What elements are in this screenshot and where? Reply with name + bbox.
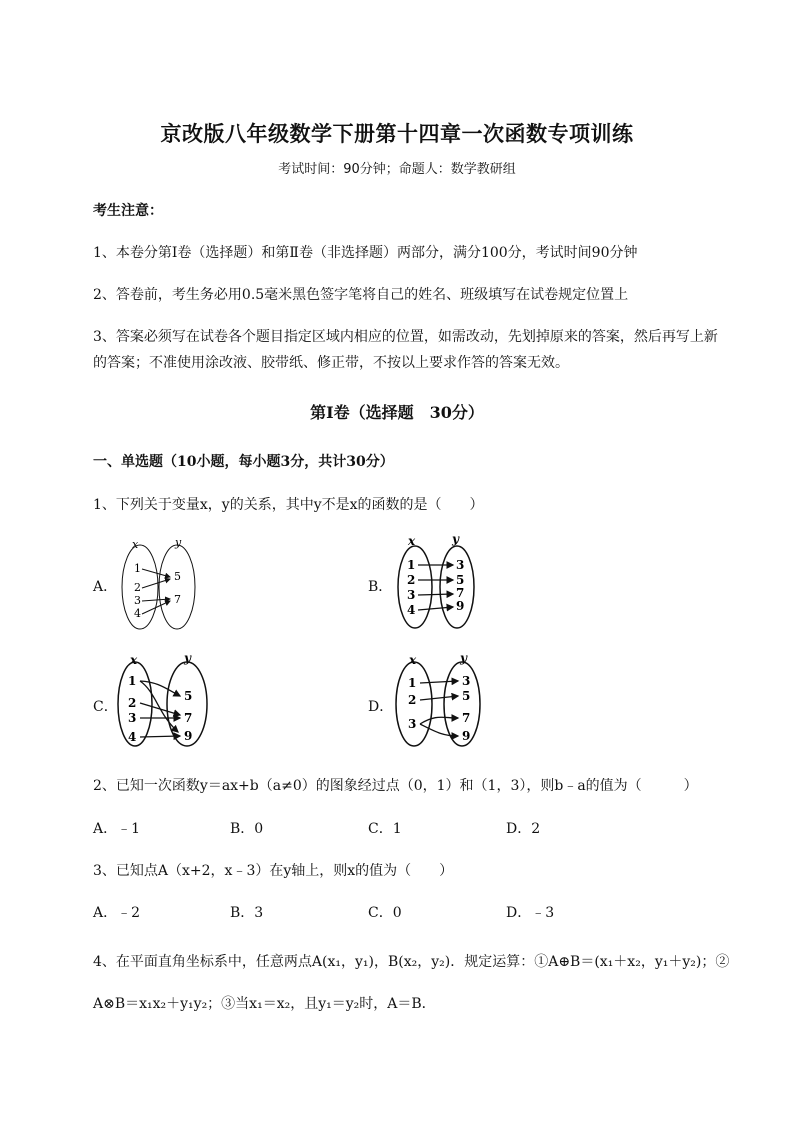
q1-d-y-9: 9 xyxy=(462,729,471,743)
q1-d-x-3: 3 xyxy=(408,717,417,731)
q3-option-d[interactable]: D．﹣3 xyxy=(506,905,555,921)
q1-b-y-5: 5 xyxy=(456,573,465,587)
q1-d-x-axis: x xyxy=(409,653,417,667)
q1-c-x-2: 2 xyxy=(128,696,137,710)
q2-option-b[interactable]: B．0 xyxy=(230,821,264,837)
q1-option-b-label: B． xyxy=(368,579,393,595)
q1-b-x-2: 2 xyxy=(407,573,416,587)
q1-a-x-4: 4 xyxy=(134,607,141,620)
q2-option-c[interactable]: C．1 xyxy=(368,821,402,837)
q1-option-d-label: D． xyxy=(368,699,394,715)
q1-a-x-3: 3 xyxy=(134,594,141,607)
q1-b-x-4: 4 xyxy=(407,603,416,617)
q1-a-x-1: 1 xyxy=(134,562,141,575)
q1-c-y-5: 5 xyxy=(184,689,193,703)
question-2-stem: 2、已知一次函数y＝ax+b（a≠0）的图象经过点（0，1）和（1，3），则b﹣a的值为（ ） xyxy=(93,778,698,794)
question-4-line-1: 4、在平面直角坐标系中，任意两点A(x₁，y₁)，B(x₂，y₂)．规定运算：①A⊕B＝(x₁＋x₂，y₁＋y₂)；② xyxy=(93,954,730,970)
question-1-stem: 1、下列关于变量x，y的关系，其中y不是x的函数的是（ ） xyxy=(93,497,484,513)
q1-b-x-1: 1 xyxy=(407,558,416,572)
q1-diagram-b xyxy=(388,532,478,632)
q1-b-y-3: 3 xyxy=(456,558,465,572)
q1-c-x-1: 1 xyxy=(128,674,137,688)
q2-option-d[interactable]: D．2 xyxy=(506,821,541,837)
q2-option-a[interactable]: A．﹣1 xyxy=(93,821,141,837)
notice-item-3-line-1: 3、答案必须写在试卷各个题目指定区域内相应的位置，如需改动，先划掉原来的答案，然后再写上新 xyxy=(93,329,718,345)
question-3-stem: 3、已知点A（x+2，x﹣3）在y轴上，则x的值为（ ） xyxy=(93,863,454,879)
section-title: 第I卷（选择题 30分） xyxy=(310,403,484,422)
q1-diagram-a xyxy=(112,535,202,635)
q1-b-x-axis: x xyxy=(408,534,416,548)
q1-c-x-4: 4 xyxy=(128,730,137,744)
q3-option-b[interactable]: B．3 xyxy=(230,905,264,921)
q1-c-x-3: 3 xyxy=(128,711,137,725)
q1-d-y-axis: y xyxy=(460,652,467,665)
notice-heading: 考生注意： xyxy=(93,203,163,219)
q1-b-y-7: 7 xyxy=(456,586,465,600)
notice-item-1: 1、本卷分第I卷（选择题）和第Ⅱ卷（非选择题）两部分，满分100分，考试时间90分钟 xyxy=(93,245,638,261)
page-title: 京改版八年级数学下册第十四章一次函数专项训练 xyxy=(160,121,634,146)
q1-d-x-2: 2 xyxy=(408,693,417,707)
q1-a-x-2: 2 xyxy=(134,581,141,594)
q1-b-x-3: 3 xyxy=(407,588,416,602)
q1-c-y-7: 7 xyxy=(184,711,193,725)
q1-d-y-5: 5 xyxy=(462,689,471,703)
q1-a-y-7: 7 xyxy=(174,593,181,606)
q3-option-a[interactable]: A．﹣2 xyxy=(93,905,141,921)
q1-diagram-d xyxy=(388,652,488,752)
q1-d-y-3: 3 xyxy=(462,674,471,688)
q1-a-x-axis: x xyxy=(132,538,139,551)
page-subtitle: 考试时间：90分钟；命题人：数学教研组 xyxy=(278,162,516,177)
q1-d-x-1: 1 xyxy=(408,676,417,690)
q1-option-a-label: A． xyxy=(93,579,118,595)
q1-diagram-c xyxy=(110,652,210,752)
part-heading: 一、单选题（10小题，每小题3分，共计30分） xyxy=(93,454,394,470)
q1-a-y-axis: y xyxy=(175,536,182,549)
notice-item-2: 2、答卷前，考生务必用0.5毫米黑色签字笔将自己的姓名、班级填写在试卷规定位置上 xyxy=(93,287,629,303)
question-4-line-2: A⊗B＝x₁x₂＋y₁y₂；③当x₁＝x₂，且y₁＝y₂时，A＝B． xyxy=(93,996,436,1012)
q1-c-x-axis: x xyxy=(130,653,138,667)
q1-c-y-axis: y xyxy=(184,652,191,665)
q1-b-y-9: 9 xyxy=(456,599,465,613)
q3-option-c[interactable]: C．0 xyxy=(368,905,402,921)
q1-d-y-7: 7 xyxy=(462,711,471,725)
notice-item-3-line-2: 的答案；不准使用涂改液、胶带纸、修正带，不按以上要求作答的答案无效。 xyxy=(93,355,569,371)
q1-a-y-5: 5 xyxy=(174,570,181,583)
q1-option-c-label: C． xyxy=(93,699,118,715)
q1-b-y-axis: y xyxy=(452,532,459,546)
q1-c-y-9: 9 xyxy=(184,729,193,743)
